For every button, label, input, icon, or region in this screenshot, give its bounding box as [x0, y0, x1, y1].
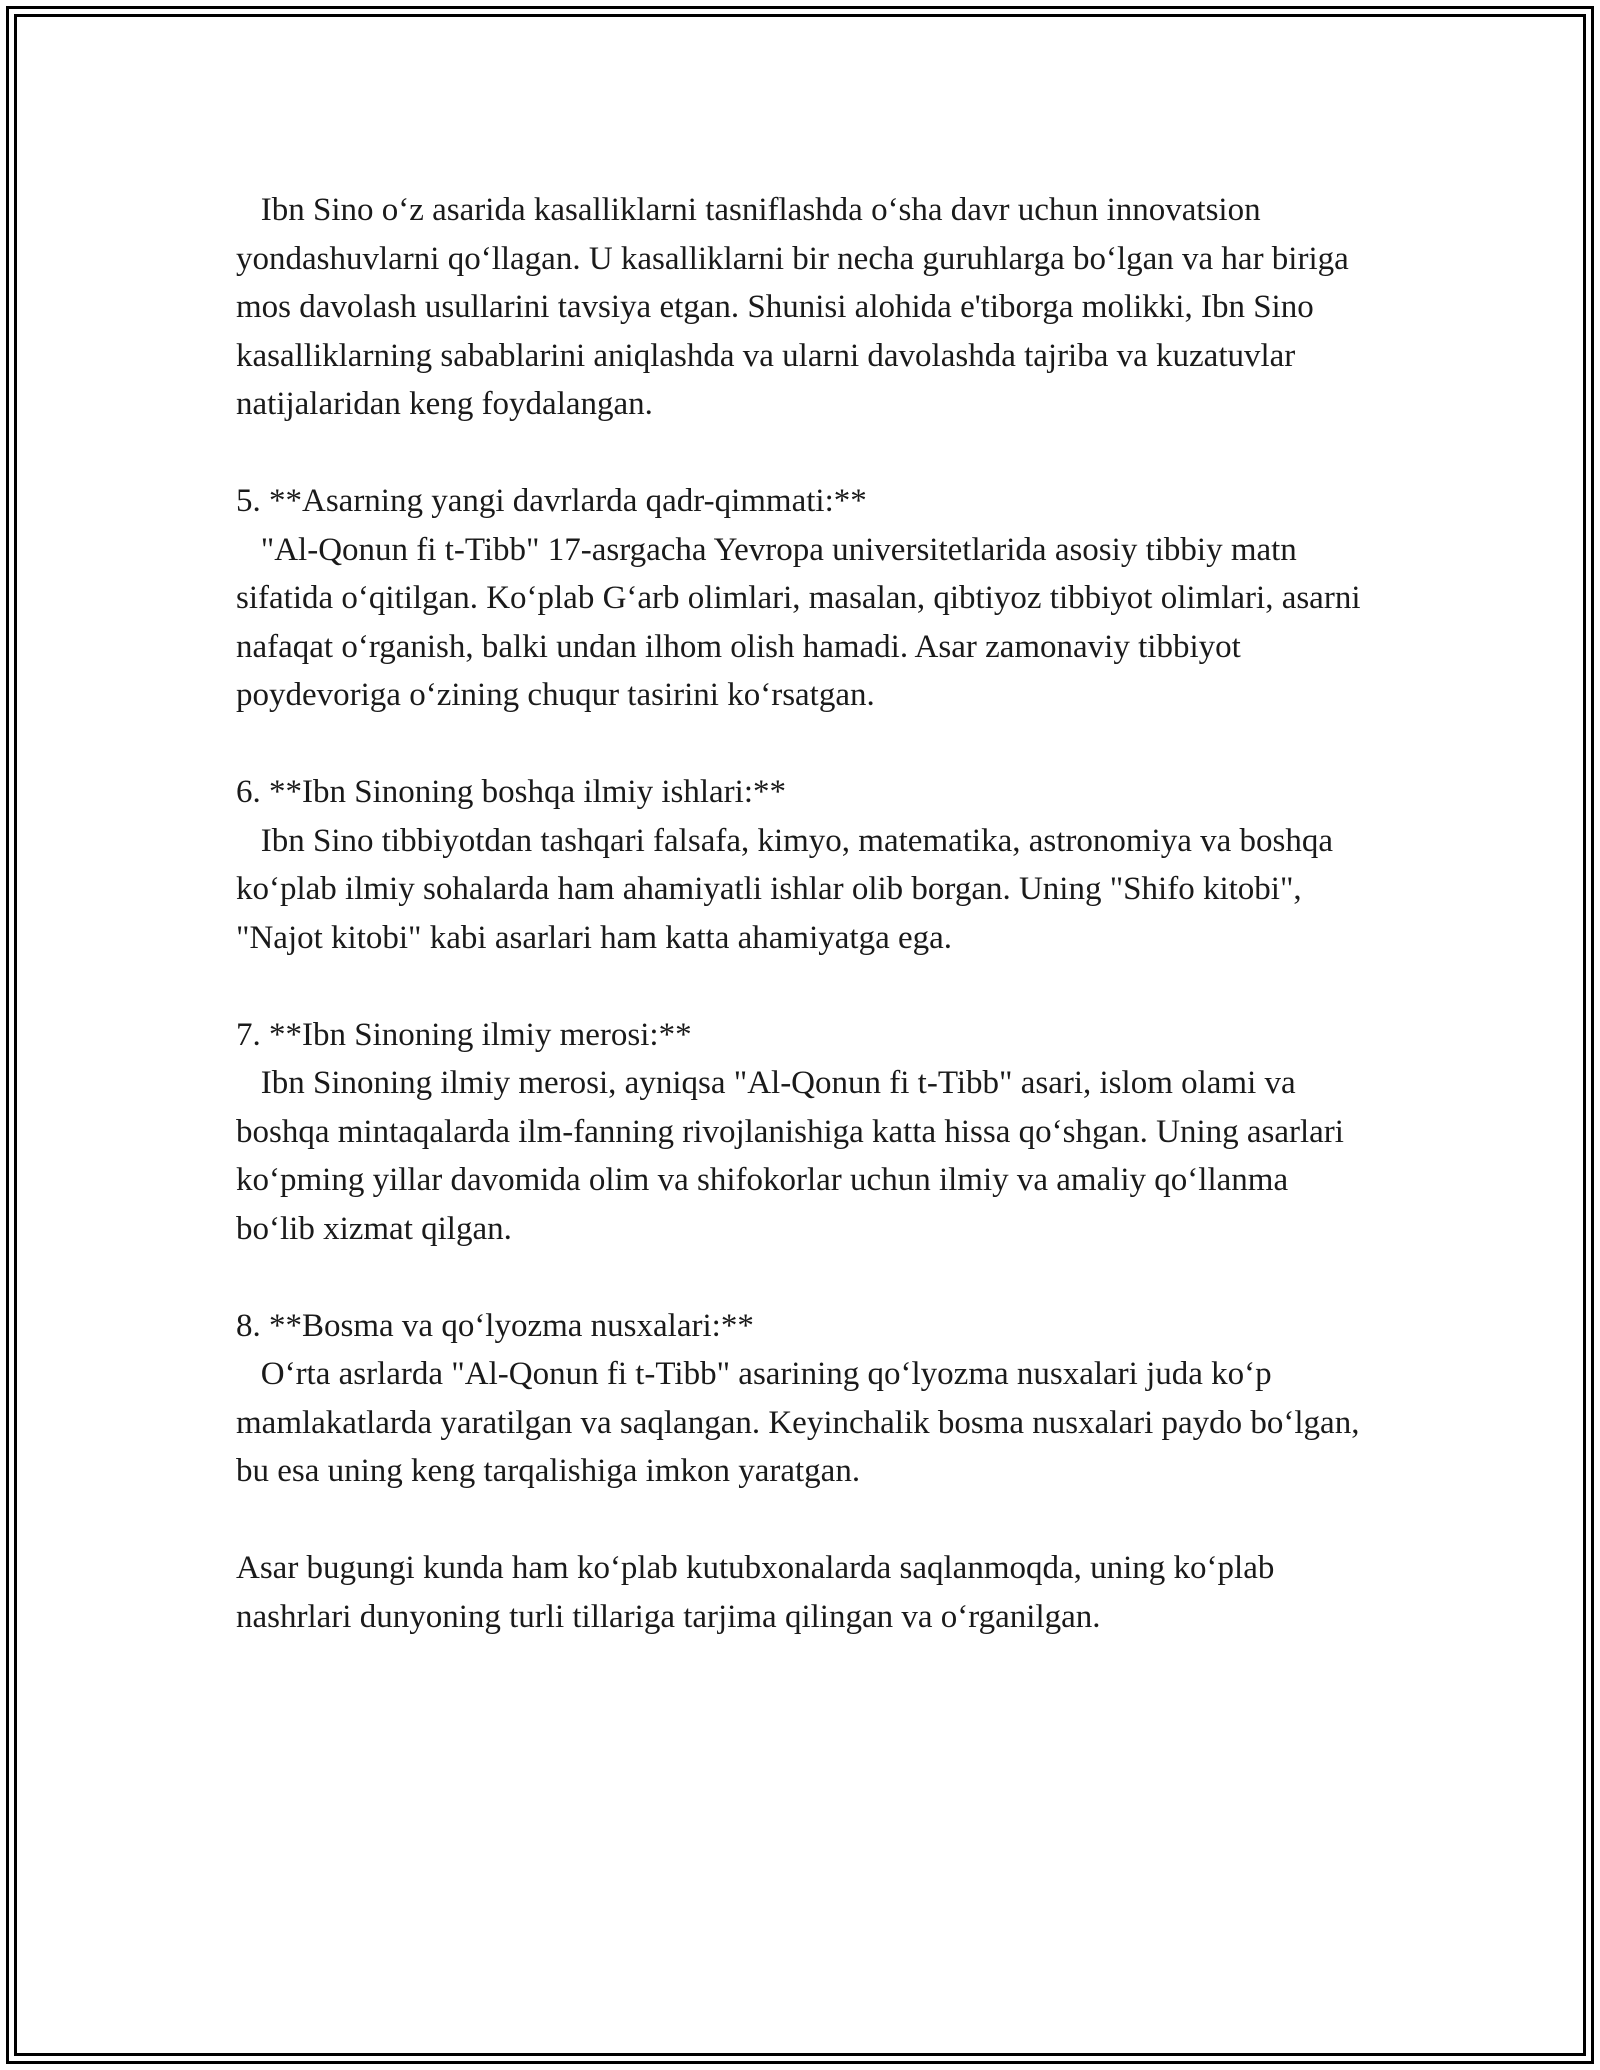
section-5 [236, 477, 1369, 720]
section-6 [236, 768, 1366, 962]
section-8 [236, 1302, 1366, 1496]
section-body: Ibn Sino tibbiyotdan tashqari falsafa, kimyo, matematika, astronomiya va boshqa ko‘plab ilmiy sohalarda ham ahamiyatli ishlar olib borgan. Uning "Shifo kitobi", "Najot kitobi" kabi asarlari ham katta ahamiyatga ega. [236, 822, 1342, 956]
intro-paragraph: Ibn Sino o‘z asarida kasalliklarni tasniflashda o‘sha davr uchun innovatsion yondashuvlarni qo‘llagan. U kasalliklarni bir necha guruhlarga bo‘lgan va har biriga mos davolash usullarini tavsiya etgan. Shunisi alohida e'tiborga molikki, Ibn Sino kasalliklarning sabablarini aniqlashda va ularni davolashda tajriba va kuzatuvlar natijalaridan keng foydalangan. [236, 192, 1358, 422]
closing-paragraph: Asar bugungi kunda ham ko‘plab kutubxonalarda saqlanmoqda, uning ko‘plab nashrlari dunyoning turli tillariga tarjima qilingan va o‘rganilgan. [236, 1550, 1283, 1635]
section-heading: 8. **Bosma va qo‘lyozma nusxalari:** [236, 1307, 754, 1344]
section-7 [236, 1011, 1366, 1254]
section-body: O‘rta asrlarda "Al-Qonun fi t-Tibb" asarining qo‘lyozma nusxalari juda ko‘p mamlakatlarda yaratilgan va saqlangan. Keyinchalik bosma nusxalari paydo bo‘lgan, bu esa uning keng tarqalishiga imkon yaratgan. [236, 1356, 1368, 1489]
section-body: "Al-Qonun fi t-Tibb" 17-asrgacha Yevropa universitetlarida asosiy tibbiy matn sifatida o‘qitilgan. Ko‘plab G‘arb olimlari, masalan, qibtiyoz tibbiyot olimlari, asarni nafaqat o‘rganish, balki undan ilhom olish hamadi. Asar zamonaviy tibbiyot poydevoriga o‘zining chuqur tasirini ko‘rsatgan. [236, 531, 1369, 713]
section-body: Ibn Sinoning ilmiy merosi, ayniqsa "Al-Qonun fi t-Tibb" asari, islom olami va boshqa mintaqalarda ilm-fanning rivojlanishiga katta hissa qo‘shgan. Uning asarlari ko‘pming yillar davomida olim va shifokorlar uchun ilmiy va amaliy qo‘llanma bo‘lib xizmat qilgan. [236, 1065, 1353, 1247]
section-heading: 5. **Asarning yangi davrlarda qadr-qimmati:** [236, 483, 867, 519]
document-body [236, 186, 1369, 1690]
section-heading: 7. **Ibn Sinoning ilmiy merosi:** [236, 1016, 692, 1053]
section-heading: 6. **Ibn Sinoning boshqa ilmiy ishlari:** [236, 774, 786, 810]
